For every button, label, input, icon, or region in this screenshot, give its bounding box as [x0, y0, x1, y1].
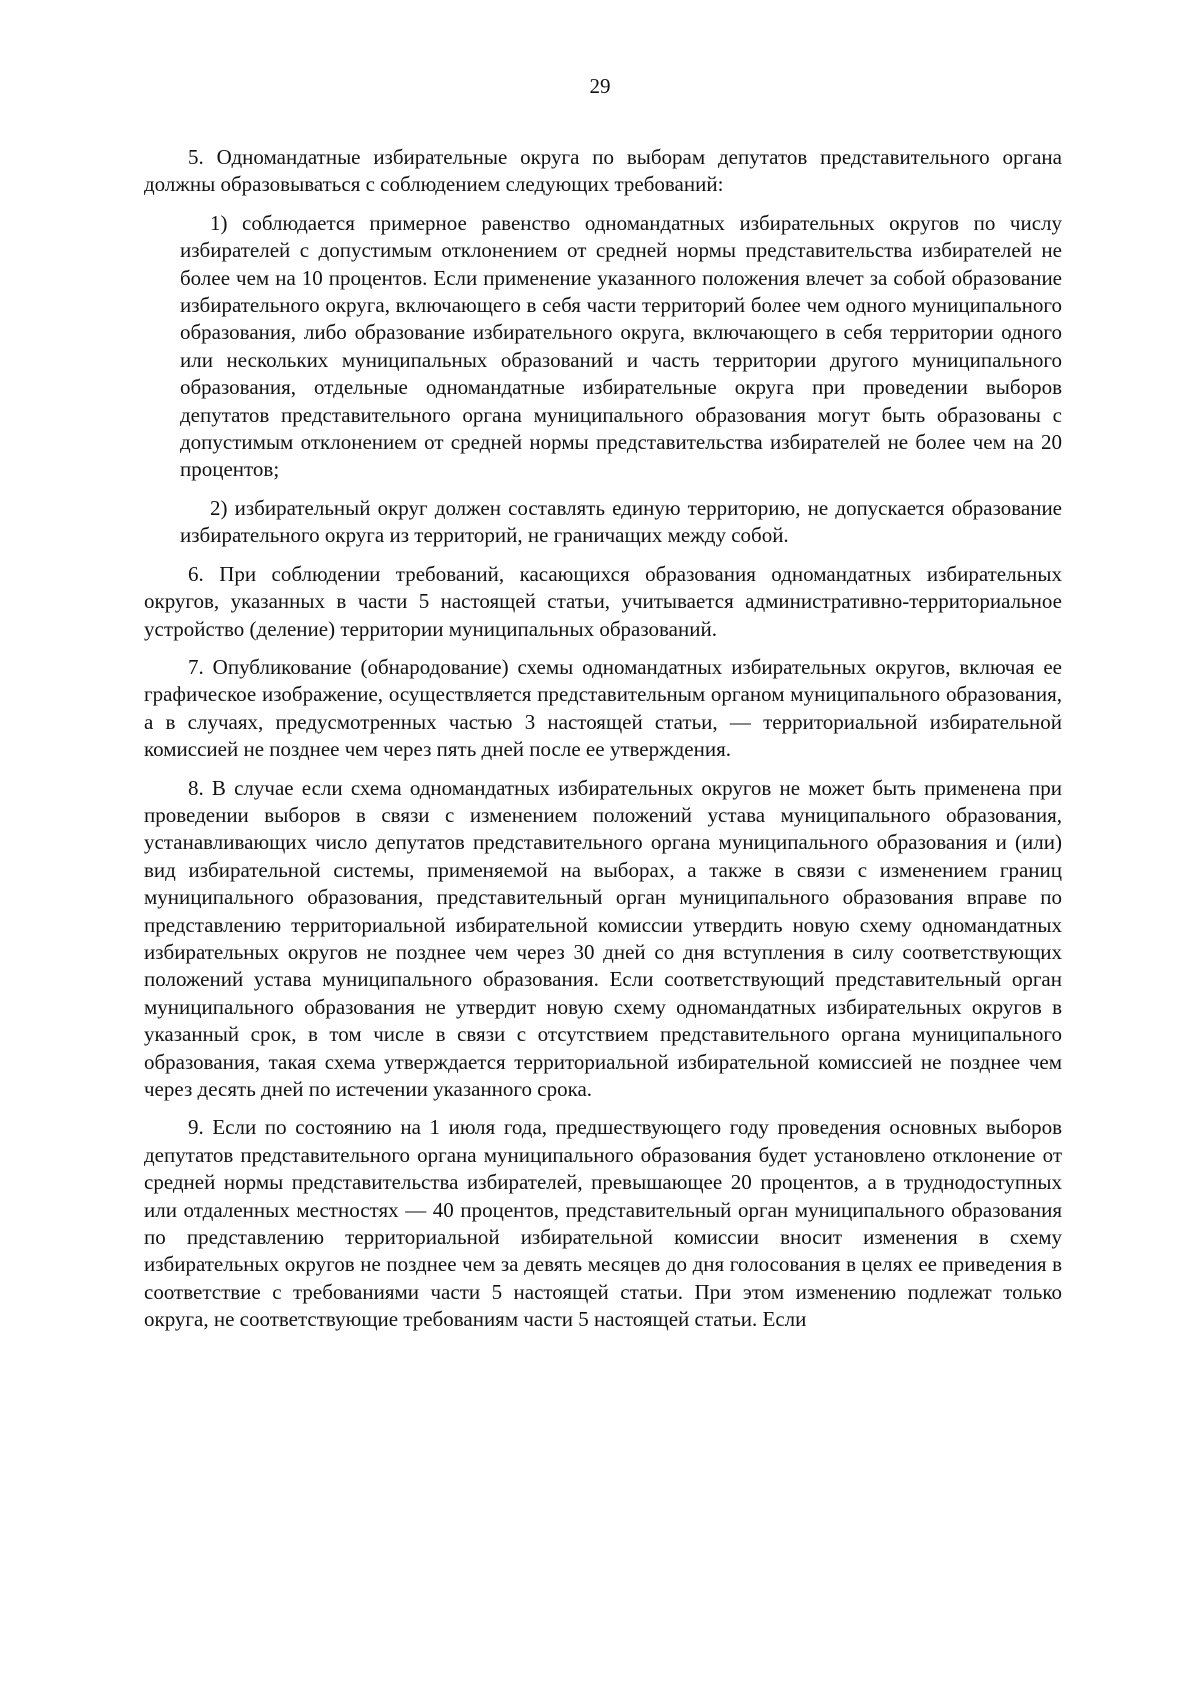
paragraph-gap	[144, 199, 1062, 210]
paragraph-gap	[144, 643, 1062, 654]
paragraph-5: 5. Одномандатные избирательные округа по выборам депутатов представительного органа должны образовываться с соблюдением следующих требований:	[144, 145, 1062, 197]
paragraph-8: 8. В случае если схема одномандатных избирательных округов не может быть применена при проведении выборов в связи с изменением положений устава муниципального образования, устанавливающих число депутатов представительного органа муниципального образования и (или) вид избирательной системы, применяемой на выборах, а также в связи с изменением границ муниципального образования, представительный орган муниципального образования вправе по представлению территориальной избирательной комиссии утвердить новую схему одномандатных избирательных округов не позднее чем через 30 дней со дня вступления в силу соответствующих положений устава муниципального образования. Если соответствующий представительный орган муниципального образования не утвердит новую схему одномандатных избирательных округов в указанный срок, в том числе в связи с отсутствием представительного органа муниципального образования, такая схема утверждается территориальной избирательной комиссией не позднее чем через десять дней по истечении указанного срока.	[144, 775, 1062, 1101]
paragraph-gap	[144, 550, 1062, 561]
paragraph-6: 6. При соблюдении требований, касающихся образования одномандатных избирательных округов, указанных в части 5 настоящей статьи, учитывается административно-территориальное устройство (деление) территории муниципальных образований.	[144, 561, 1062, 641]
paragraph-gap	[144, 1103, 1062, 1114]
paragraph-gap	[144, 484, 1062, 495]
document-body	[144, 144, 1062, 1334]
paragraph-9: 9. Если по состоянию на 1 июля года, предшествующего году проведения основных выборов депутатов представительного органа муниципального образования будет установлено отклонение от средней нормы представительства избирателей, превышающее 20 процентов, а в труднодоступных или отдаленных местностях — 40 процентов, представительный орган муниципального образования по представлению территориальной избирательной комиссии вносит изменения в схему избирательных округов не позднее чем за девять месяцев до дня голосования в целях ее приведения в соответствие с требованиями части 5 настоящей статьи. При этом изменению подлежат только округа, не соответствующие требованиям части 5 настоящей статьи. Если	[144, 1115, 1062, 1332]
subparagraph-5-1: 1) соблюдается примерное равенство одномандатных избирательных округов по числу избирателей с допустимым отклонением от средней нормы представительства избирателей не более чем на 10 процентов. Если применение указанного положения влечет за собой образование избирательного округа, включающего в себя части территорий более чем одного муниципального образования, либо образование избирательного округа, включающего в себя территории одного или нескольких муниципальных образований и часть территории другого муниципального образования, отдельные одномандатные избирательные округа при проведении выборов депутатов представительного органа муниципального образования могут быть образованы с допустимым отклонением от средней нормы представительства избирателей не более чем на 20 процентов;	[180, 210, 1062, 482]
subparagraph-5-2: 2) избирательный округ должен составлять единую территорию, не допускается образование избирательного округа из территорий, не граничащих между собой.	[180, 495, 1062, 548]
page-number: 29	[589, 74, 611, 98]
paragraph-7: 7. Опубликование (обнародование) схемы одномандатных избирательных округов, включая ее графическое изображение, осуществляется представительным органом муниципального образования, а в случаях, предусмотренных частью 3 настоящей статьи, — территориальной избирательной комиссией не позднее чем через пять дней после ее утверждения.	[144, 654, 1062, 762]
paragraph-gap	[144, 764, 1062, 775]
